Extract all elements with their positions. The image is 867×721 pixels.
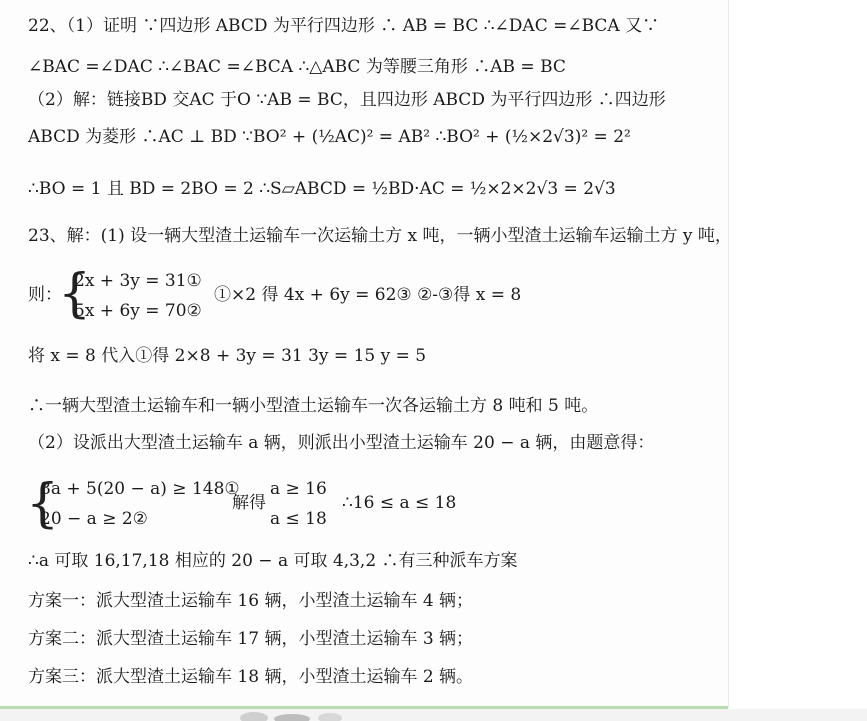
solution-range: ∴16 ≤ a ≤ 18 [342, 493, 457, 513]
substitution-line: 将 x = 8 代入①得 2×8 + 3y = 31 3y = 15 y = 5 [28, 346, 427, 366]
plan-3: 方案三：派大型渣土运输车 18 辆，小型渣土运输车 2 辆。 [28, 667, 474, 687]
part-2-intro: （2）设派出大型渣土运输车 a 辆，则派出小型渣土运输车 20 − a 辆，由题意得： [28, 433, 655, 453]
solve-label: 解得 [232, 493, 266, 513]
possible-values-line: ∴a 可取 16,17,18 相应的 20 − a 可取 4,3,2 ∴有三种派车方案 [28, 551, 518, 571]
problem-22-line-1: 22、（1）证明 ∵四边形 ABCD 为平行四边形 ∴ AB = BC ∴∠DAC =∠BCA 又∵ [28, 16, 660, 36]
inequality-1: 8a + 5(20 − a) ≥ 148① [40, 479, 240, 499]
problem-23-intro: 23、解：(1) 设一辆大型渣土运输车一次运输土方 x 吨，一辆小型渣土运输车运输土方 y 吨， [28, 226, 732, 246]
conclusion-part-1: ∴一辆大型渣土运输车和一辆小型渣土运输车一次各运输土方 8 吨和 5 吨。 [28, 396, 599, 416]
problem-22-line-3: （2）解：链接BD 交AC 于O ∵AB = BC，且四边形 ABCD 为平行四边形 ∴四边形 [28, 90, 666, 110]
left-brace: { [26, 474, 60, 534]
equation-system-1 [28, 266, 628, 326]
problem-22-line-4: ABCD 为菱形 ∴AC ⊥ BD ∵BO² + (½AC)² = AB² ∴BO² + (½×2√3)² = 2² [28, 127, 631, 147]
solution-lower-bound: a ≥ 16 [270, 479, 327, 499]
left-brace: { [58, 264, 92, 324]
inequality-system [28, 474, 628, 536]
page-shadow [0, 709, 867, 721]
mascot-graphic [232, 708, 352, 721]
system-1-equation-2: 5x + 6y = 70② [74, 301, 202, 321]
solution-upper-bound: a ≤ 18 [270, 509, 327, 529]
system-1-equation-1: 2x + 3y = 31① [74, 271, 202, 291]
problem-22-line-2: ∠BAC =∠DAC ∴∠BAC =∠BCA ∴△ABC 为等腰三角形 ∴AB = BC [28, 57, 566, 77]
system-1-derivation: ①×2 得 4x + 6y = 62③ ②-③得 x = 8 [214, 285, 522, 305]
problem-22-line-5: ∴BO = 1 且 BD = 2BO = 2 ∴S▱ABCD = ½BD·AC = ½×2×2√3 = 2√3 [28, 179, 616, 199]
system-prefix: 则： [28, 285, 62, 305]
plan-2: 方案二：派大型渣土运输车 17 辆，小型渣土运输车 3 辆； [28, 629, 474, 649]
plan-1: 方案一：派大型渣土运输车 16 辆，小型渣土运输车 4 辆； [28, 591, 474, 611]
inequality-2: 20 − a ≥ 2② [40, 509, 148, 529]
